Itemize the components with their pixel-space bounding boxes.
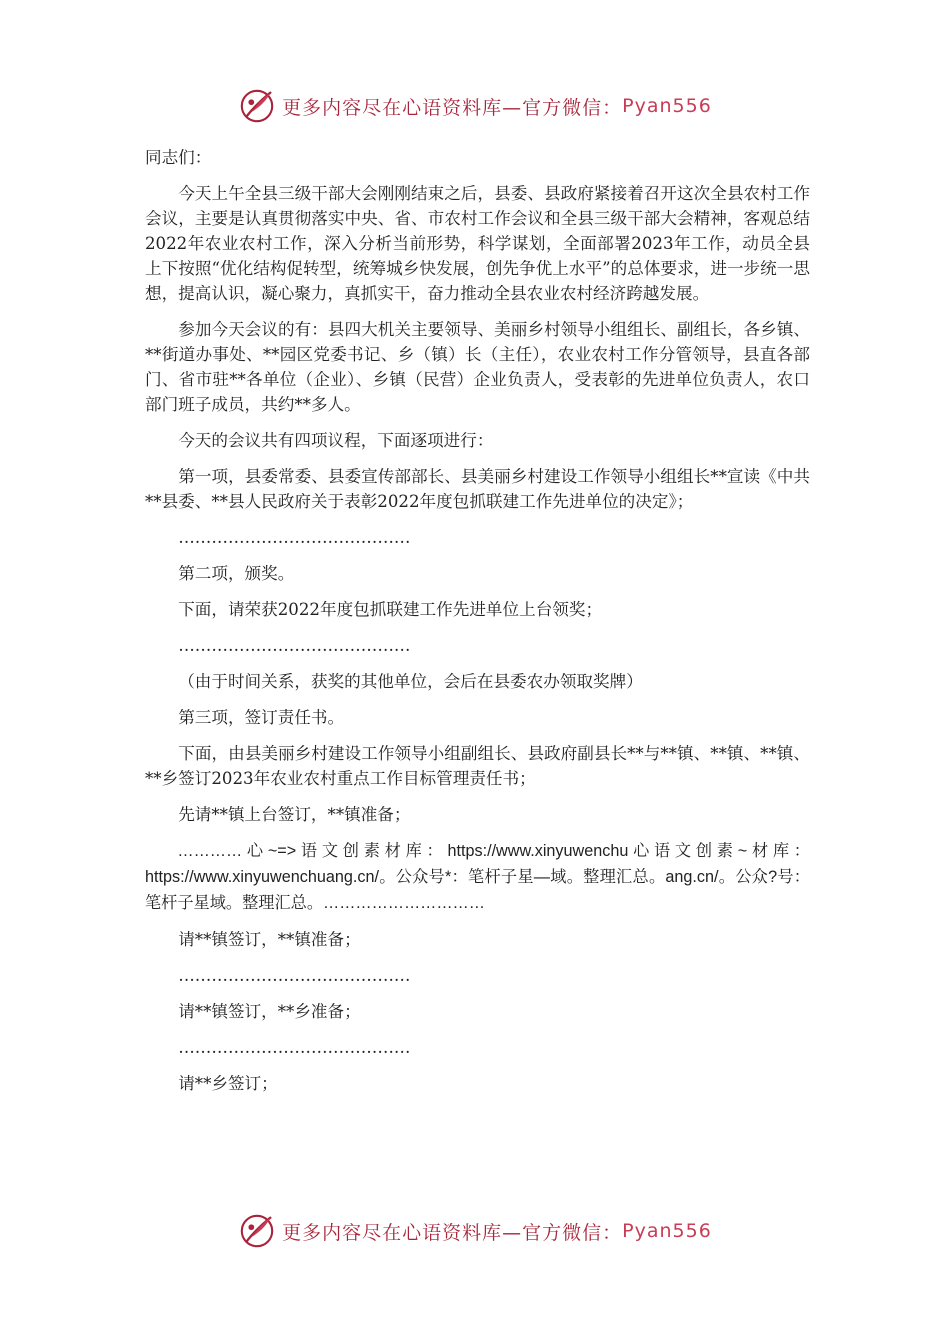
salutation: 同志们： [145,148,212,167]
paragraph-item-three: 第三项，签订责任书。 [178,708,345,727]
header-wechat-id: Pyan556 [622,95,712,117]
paragraph-sign-4: 请**乡签订； [178,1074,278,1093]
document-body [145,145,810,1107]
header-text: 更多内容尽在心语资料库—官方微信： [282,96,623,119]
ellipsis-line: …………………………………… [178,528,411,547]
footer-text: 更多内容尽在心语资料库—官方微信： [282,1221,623,1244]
paragraph-intro: 今天上午全县三级干部大会刚刚结束之后，县委、县政府紧接着召开这次全县农村工作会议，主要是认真贯彻落实中央、省、市农村工作会议和全县三级干部大会精神，客观总结2022年农业农村工作，深入分析当前形势，科学谋划，全面部署2023年工作，动员全县上下按照“优化结构促转型，统筹城乡快发展，创先争优上水平”的总体要求，进一步统一思想，提高认识，凝心聚力，真抓实干，奋力推动全县农业农村经济跨越发展。 [145,184,810,303]
quill-logo-icon [238,87,276,125]
paragraph-sign-3: 请**镇签订，**乡准备； [178,1002,361,1021]
paragraph-item-one: 第一项，县委常委、县委宣传部部长、县美丽乡村建设工作领导小组组长**宣读《中共**县委、**县人民政府关于表彰2022年度包抓联建工作先进单位的决定》； [145,467,810,511]
ellipsis-line: …………………………………… [178,966,411,985]
paragraph-agenda: 今天的会议共有四项议程，下面逐项进行： [178,431,494,450]
paragraph-signing: 下面，由县美丽乡村建设工作领导小组副组长、县政府副县长**与**镇、**镇、**镇、**乡签订2023年农业农村重点工作目标管理责任书； [145,744,810,788]
paragraph-first-sign: 先请**镇上台签订，**镇准备； [178,805,411,824]
header-banner [0,86,950,126]
quill-logo-icon [238,1212,276,1250]
ellipsis-line: …………………………………… [178,1038,411,1057]
ellipsis-line: …………………………………… [178,636,411,655]
paragraph-item-two: 第二项，颁奖。 [178,564,295,583]
paragraph-note: （由于时间关系，获奖的其他单位，会后在县委农办领取奖牌） [178,672,643,691]
paragraph-attendees: 参加今天会议的有：县四大机关主要领导、美丽乡村领导小组组长、副组长，各乡镇、**街道办事处、**园区党委书记、乡（镇）长（主任），农业农村工作分管领导，县直各部门、省市驻**各单位（企业）、乡镇（民营）企业负责人，受表彰的先进单位负责人，农口部门班子成员，共约**多人。 [145,320,810,414]
paragraph-awards: 下面，请荣获2022年度包抓联建工作先进单位上台领奖； [178,600,603,619]
footer-banner [0,1211,950,1251]
paragraph-sign-2: 请**镇签订，**镇准备； [178,930,361,949]
footer-wechat-id: Pyan556 [622,1220,712,1242]
paragraph-watermark-text: …………心~=>语文创素材库：https://www.xinyuwenchu心语文创素~材库：https://www.xinyuwenchuang.cn/。公众号*：笔杆子星—域。整理汇总。ang.cn/。公众?号：笔杆子星域。整理汇总。………………………… [145,842,810,912]
